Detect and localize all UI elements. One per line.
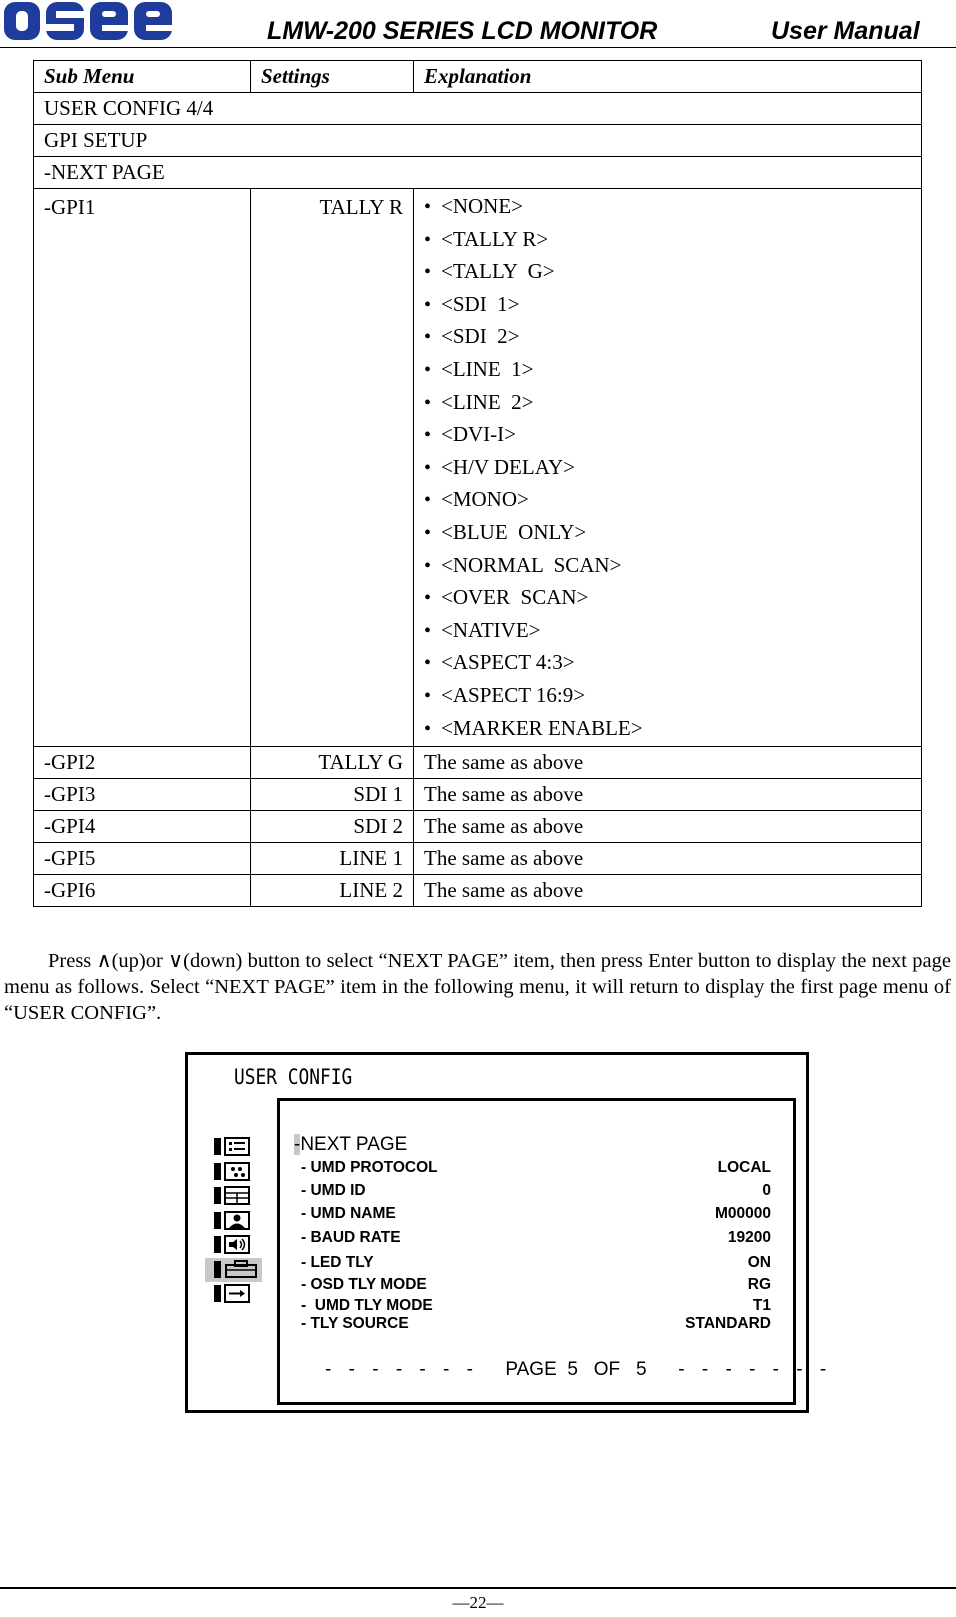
option-item: • <ASPECT 4:3> bbox=[424, 648, 911, 681]
table-header-row bbox=[34, 61, 922, 93]
option-item: • <MARKER ENABLE> bbox=[424, 714, 911, 747]
gpi-setting: SDI 1 bbox=[251, 779, 414, 811]
osd-screenshot bbox=[185, 1052, 833, 1413]
gpi-name: -GPI6 bbox=[34, 875, 251, 907]
gpi-explanation: The same as above bbox=[414, 747, 922, 779]
gpi1-name: -GPI1 bbox=[34, 189, 251, 747]
option-item: • <MONO> bbox=[424, 485, 911, 518]
option-item: • <H/V DELAY> bbox=[424, 453, 911, 486]
option-item: • <TALLY G> bbox=[424, 257, 911, 290]
gpi-setting: LINE 1 bbox=[251, 843, 414, 875]
header-explanation: Explanation bbox=[414, 61, 922, 93]
instruction-paragraph bbox=[4, 948, 951, 1026]
option-item: • <SDI 1> bbox=[424, 290, 911, 323]
option-item: • <LINE 2> bbox=[424, 388, 911, 421]
osd-menu-panel: -NEXT PAGE - UMD PROTOCOL LOCAL - UMD ID 0 - UMD NAME M00000 - BAUD RATE 19200 - LED TLY ON - OSD TLY MODE RG - UMD TLY MODE T1 - TLY SOURCE STANDARD - - - - - - - PAGE 5 OF 5 - - - - - - - bbox=[277, 1098, 796, 1405]
option-list bbox=[424, 192, 911, 746]
table-row bbox=[34, 811, 922, 843]
table-row bbox=[34, 779, 922, 811]
table-row bbox=[34, 189, 922, 747]
osd-pager: - - - - - - - PAGE 5 OF 5 - - - - - - - bbox=[325, 1359, 833, 1380]
table-row bbox=[34, 747, 922, 779]
document-type: User Manual bbox=[771, 17, 920, 45]
gpi-setting: LINE 2 bbox=[251, 875, 414, 907]
grid-icon[interactable] bbox=[205, 1184, 263, 1209]
osee-logo bbox=[2, 0, 174, 42]
gpi-setting: SDI 2 bbox=[251, 811, 414, 843]
list-icon[interactable] bbox=[205, 1135, 263, 1160]
option-item: • <OVER SCAN> bbox=[424, 583, 911, 616]
picture-icon[interactable] bbox=[205, 1160, 263, 1185]
gpi-name: -GPI2 bbox=[34, 747, 251, 779]
group-title: GPI SETUP bbox=[34, 125, 922, 157]
gpi-name: -GPI3 bbox=[34, 779, 251, 811]
gpi-explanation: The same as above bbox=[414, 843, 922, 875]
header-sub-menu: Sub Menu bbox=[34, 61, 251, 93]
gpi-name: -GPI4 bbox=[34, 811, 251, 843]
option-item: • <NORMAL SCAN> bbox=[424, 551, 911, 584]
gpi-name: -GPI5 bbox=[34, 843, 251, 875]
gpi-setup-table bbox=[33, 60, 922, 907]
option-item: • <NONE> bbox=[424, 192, 911, 225]
footer-rule bbox=[0, 1587, 956, 1589]
next-page-label: -NEXT PAGE bbox=[34, 157, 922, 189]
user-icon[interactable] bbox=[205, 1209, 263, 1234]
option-item: • <TALLY R> bbox=[424, 225, 911, 258]
gpi1-setting: TALLY R bbox=[251, 189, 414, 747]
table-row bbox=[34, 843, 922, 875]
page-number: —22— bbox=[452, 1593, 504, 1612]
osd-title: USER CONFIG bbox=[234, 1065, 353, 1089]
option-item: • <LINE 1> bbox=[424, 355, 911, 388]
header-settings: Settings bbox=[251, 61, 414, 93]
group-row bbox=[34, 125, 922, 157]
toolbox-icon[interactable] bbox=[205, 1258, 262, 1282]
option-item: • <DVI-I> bbox=[424, 420, 911, 453]
gpi1-options bbox=[414, 189, 922, 747]
section-title: USER CONFIG 4/4 bbox=[34, 93, 922, 125]
header-rule bbox=[0, 47, 956, 48]
page-header bbox=[0, 0, 956, 50]
option-item: • <BLUE ONLY> bbox=[424, 518, 911, 551]
section-row bbox=[34, 93, 922, 125]
document-title: LMW-200 SERIES LCD MONITOR bbox=[267, 17, 658, 45]
option-item: • <ASPECT 16:9> bbox=[424, 681, 911, 714]
osd-icon-column bbox=[205, 1135, 263, 1306]
gpi-explanation: The same as above bbox=[414, 875, 922, 907]
next-page-row bbox=[34, 157, 922, 189]
audio-icon[interactable] bbox=[205, 1233, 263, 1258]
osd-next-page-item[interactable]: -NEXT PAGE bbox=[294, 1134, 408, 1155]
option-item: • <NATIVE> bbox=[424, 616, 911, 649]
gpi-explanation: The same as above bbox=[414, 779, 922, 811]
table-row bbox=[34, 875, 922, 907]
instruction-text: Press ∧(up)or ∨(down) button to select “NEXT PAGE” item, then press Enter button to display the next page menu as follows. Select “NEXT PAGE” item in the following menu, it will return to display the first page menu of “USER CONFIG”. bbox=[4, 950, 951, 1024]
exit-icon[interactable] bbox=[205, 1282, 263, 1307]
gpi-explanation: The same as above bbox=[414, 811, 922, 843]
gpi-setting: TALLY G bbox=[251, 747, 414, 779]
option-item: • <SDI 2> bbox=[424, 322, 911, 355]
